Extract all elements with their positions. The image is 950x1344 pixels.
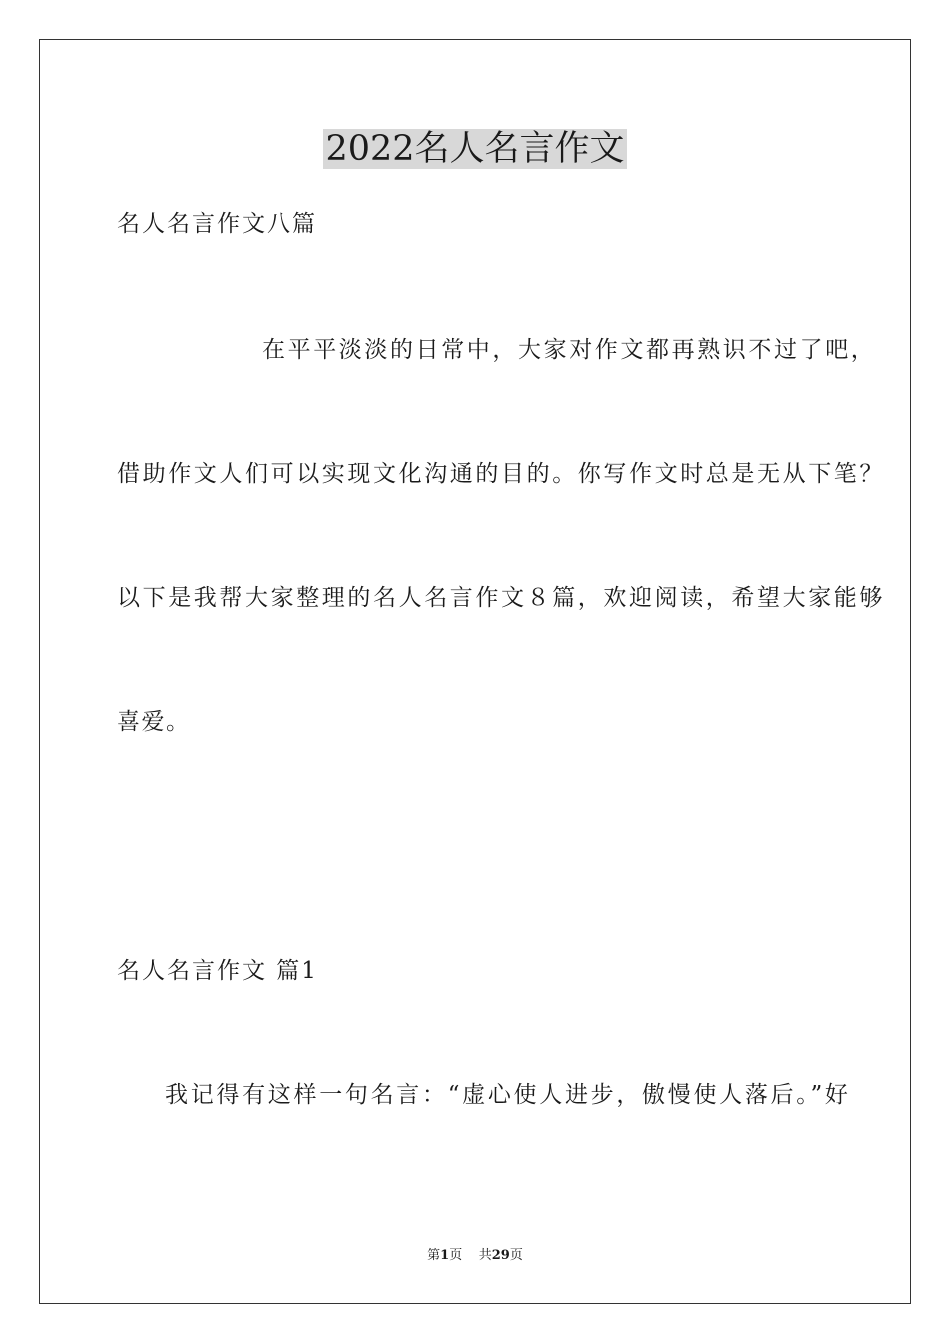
document-title-text: 2022名人名言作文	[325, 129, 625, 169]
footer-page-prefix: 第	[427, 1248, 441, 1263]
footer-total-prefix: 共	[478, 1248, 492, 1263]
document-title	[0, 126, 950, 172]
intro-line-4: 喜爱。	[117, 709, 191, 735]
intro-line-2: 借助作文人们可以实现文化沟通的目的。你写作文时总是无从下笔？	[117, 461, 885, 487]
footer-total-suffix: 页	[509, 1248, 523, 1263]
footer-total-pages: 29	[491, 1248, 510, 1263]
footer-page-number: 1	[440, 1248, 450, 1263]
document-subtitle: 名人名言作文八篇	[117, 211, 317, 237]
intro-line-1: 在平平淡淡的日常中，大家对作文都再熟识不过了吧，	[262, 337, 877, 363]
section-heading: 名人名言作文 篇1	[117, 958, 318, 984]
footer-page-suffix: 页	[449, 1248, 463, 1263]
intro-line-3: 以下是我帮大家整理的名人名言作文８篇，欢迎阅读，希望大家能够	[117, 585, 885, 611]
page-footer	[0, 1247, 950, 1265]
section-first-line: 我记得有这样一句名言：“虚心使人进步，傲慢使人落后。”好	[165, 1082, 851, 1108]
